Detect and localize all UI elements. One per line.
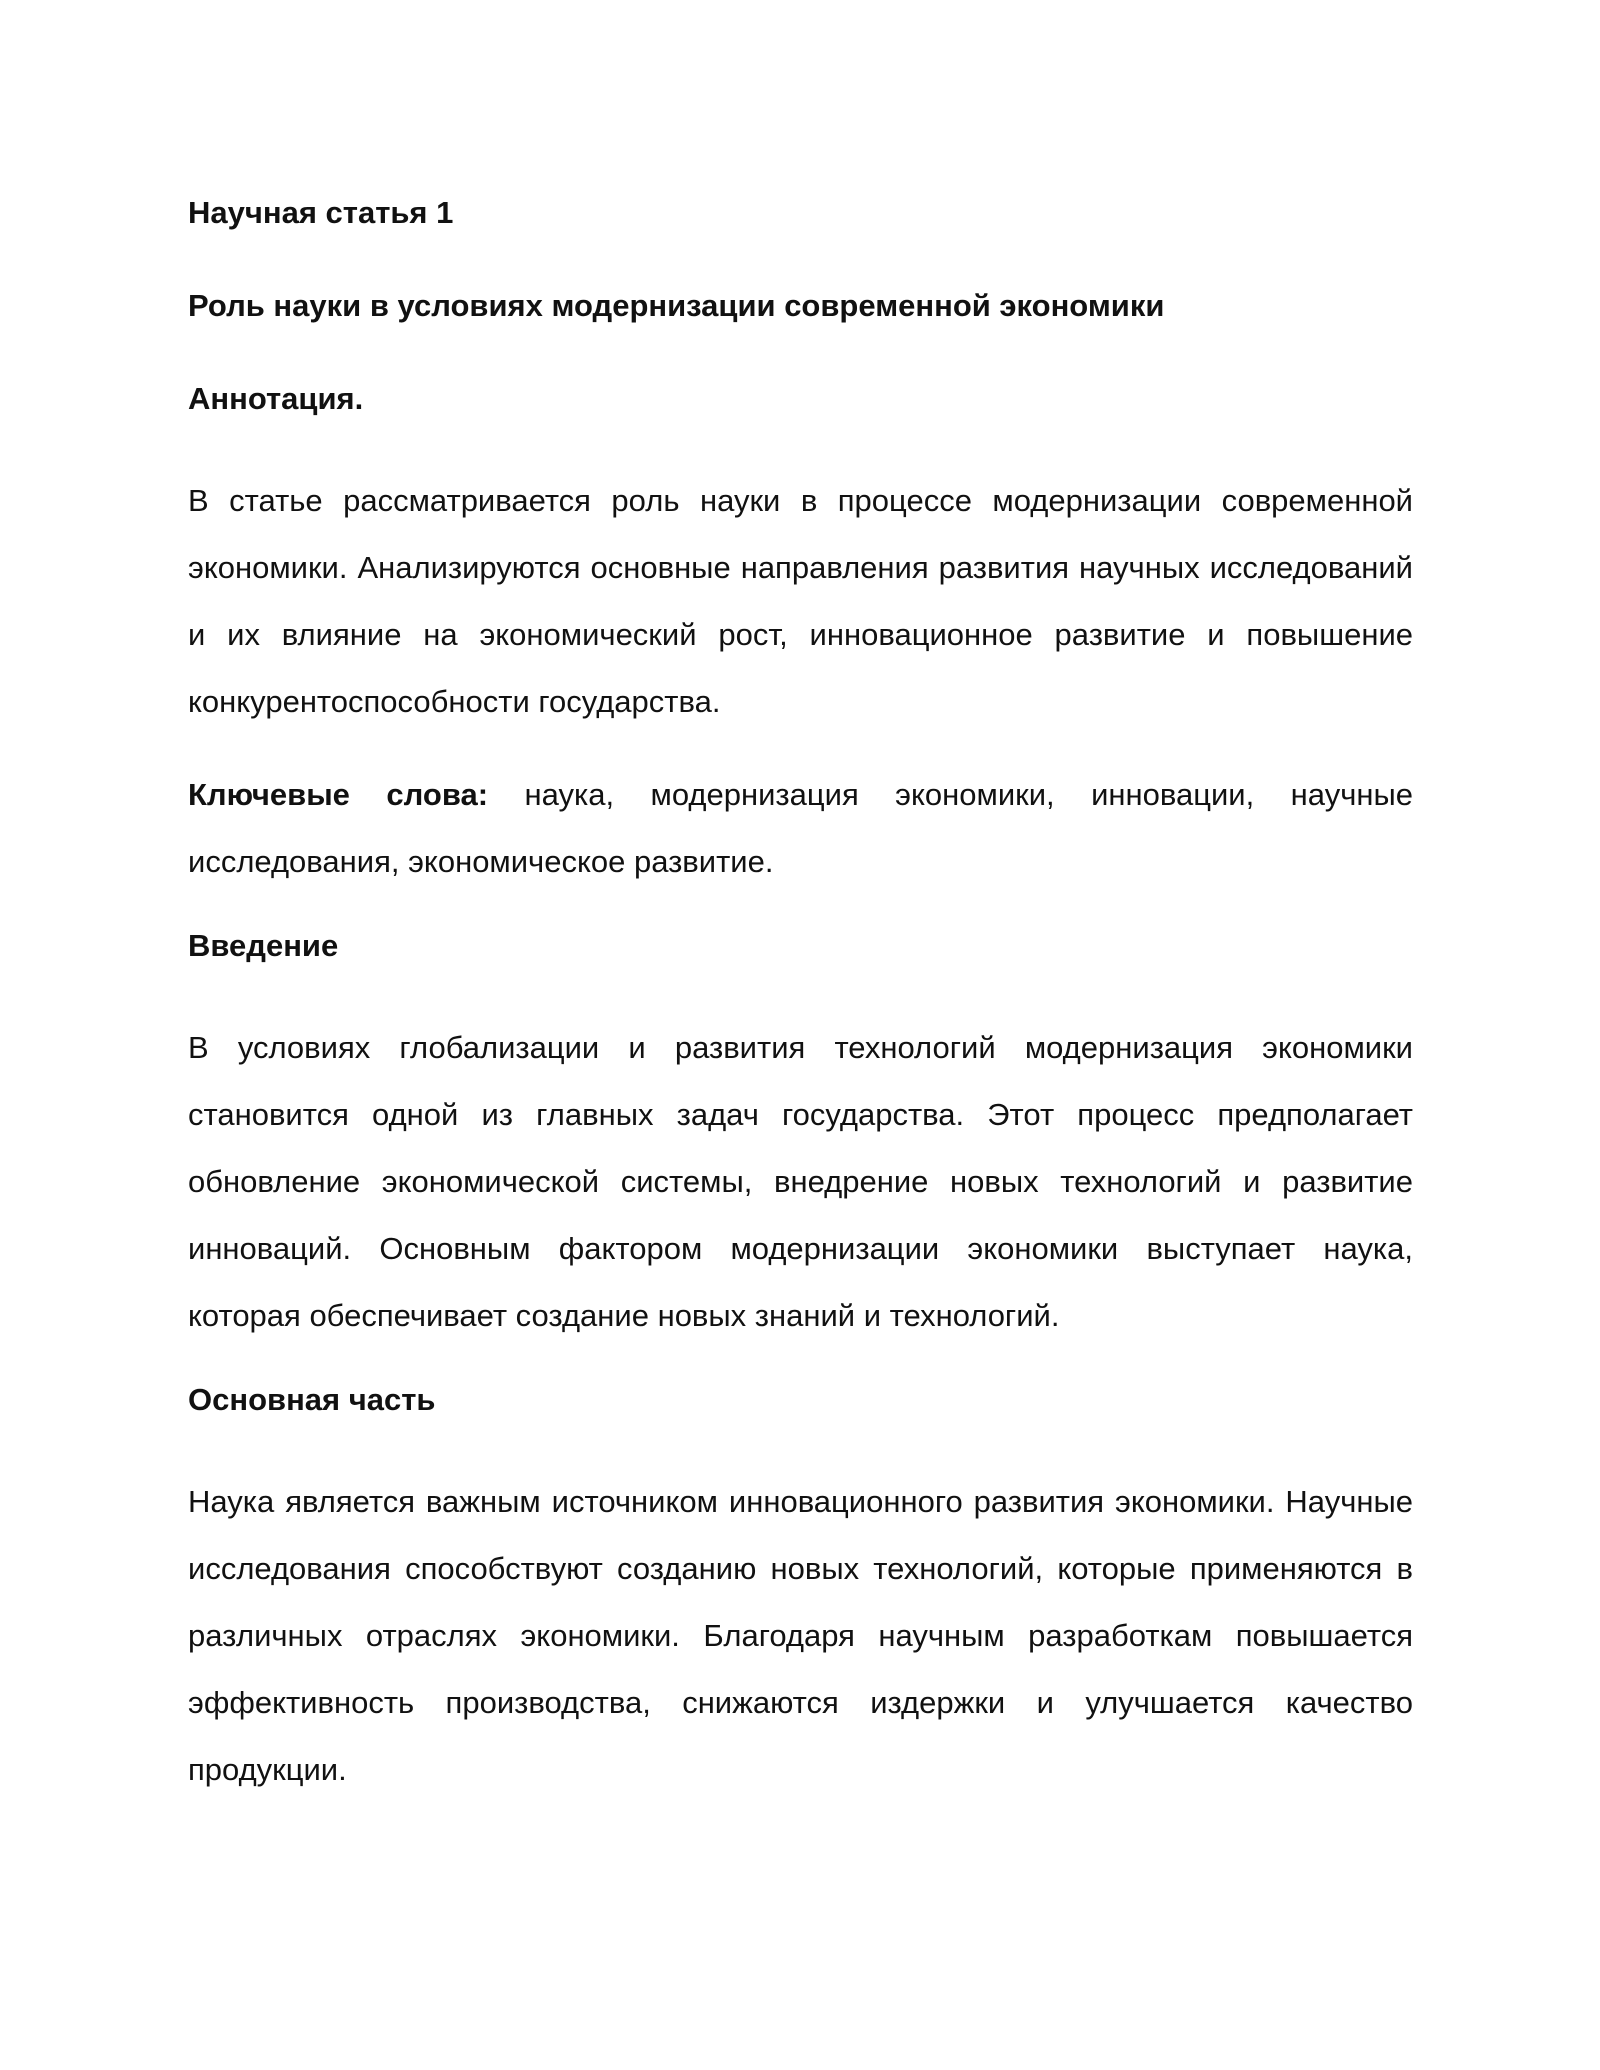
abstract-heading: Аннотация.: [188, 381, 364, 416]
intro-heading: Введение: [188, 928, 339, 963]
article-title: Роль науки в условиях модернизации современной экономики: [188, 288, 1165, 323]
intro-paragraph: В условиях глобализации и развития технологий модернизация экономики становится одной из главных задач государства. Этот процесс предполагает обновление экономической системы, внедрение новых технологий и развитие инноваций. Основным фактором модернизации экономики выступает наука, которая обеспечивает создание новых знаний и технологий.: [188, 1030, 1413, 1333]
keywords-text: наука, модернизация экономики, инновации, научные исследования, экономическое развитие.: [188, 777, 1413, 879]
document-body: [188, 188, 1413, 1803]
keywords-label: Ключевые слова:: [188, 777, 489, 812]
main-heading: Основная часть: [188, 1382, 436, 1417]
abstract-paragraph: В статье рассматривается роль науки в процессе модернизации современной экономики. Анализируются основные направления развития научных исследований и их влияние на экономический рост, инновационное развитие и повышение конкурентоспособности государства.: [188, 483, 1413, 719]
keywords-paragraph: [188, 761, 1413, 895]
main-paragraph: Наука является важным источником инновационного развития экономики. Научные исследования способствуют созданию новых технологий, которые применяются в различных отраслях экономики. Благодаря научным разработкам повышается эффективность производства, снижаются издержки и улучшается качество продукции.: [188, 1484, 1413, 1787]
article-label: Научная статья 1: [188, 195, 454, 230]
